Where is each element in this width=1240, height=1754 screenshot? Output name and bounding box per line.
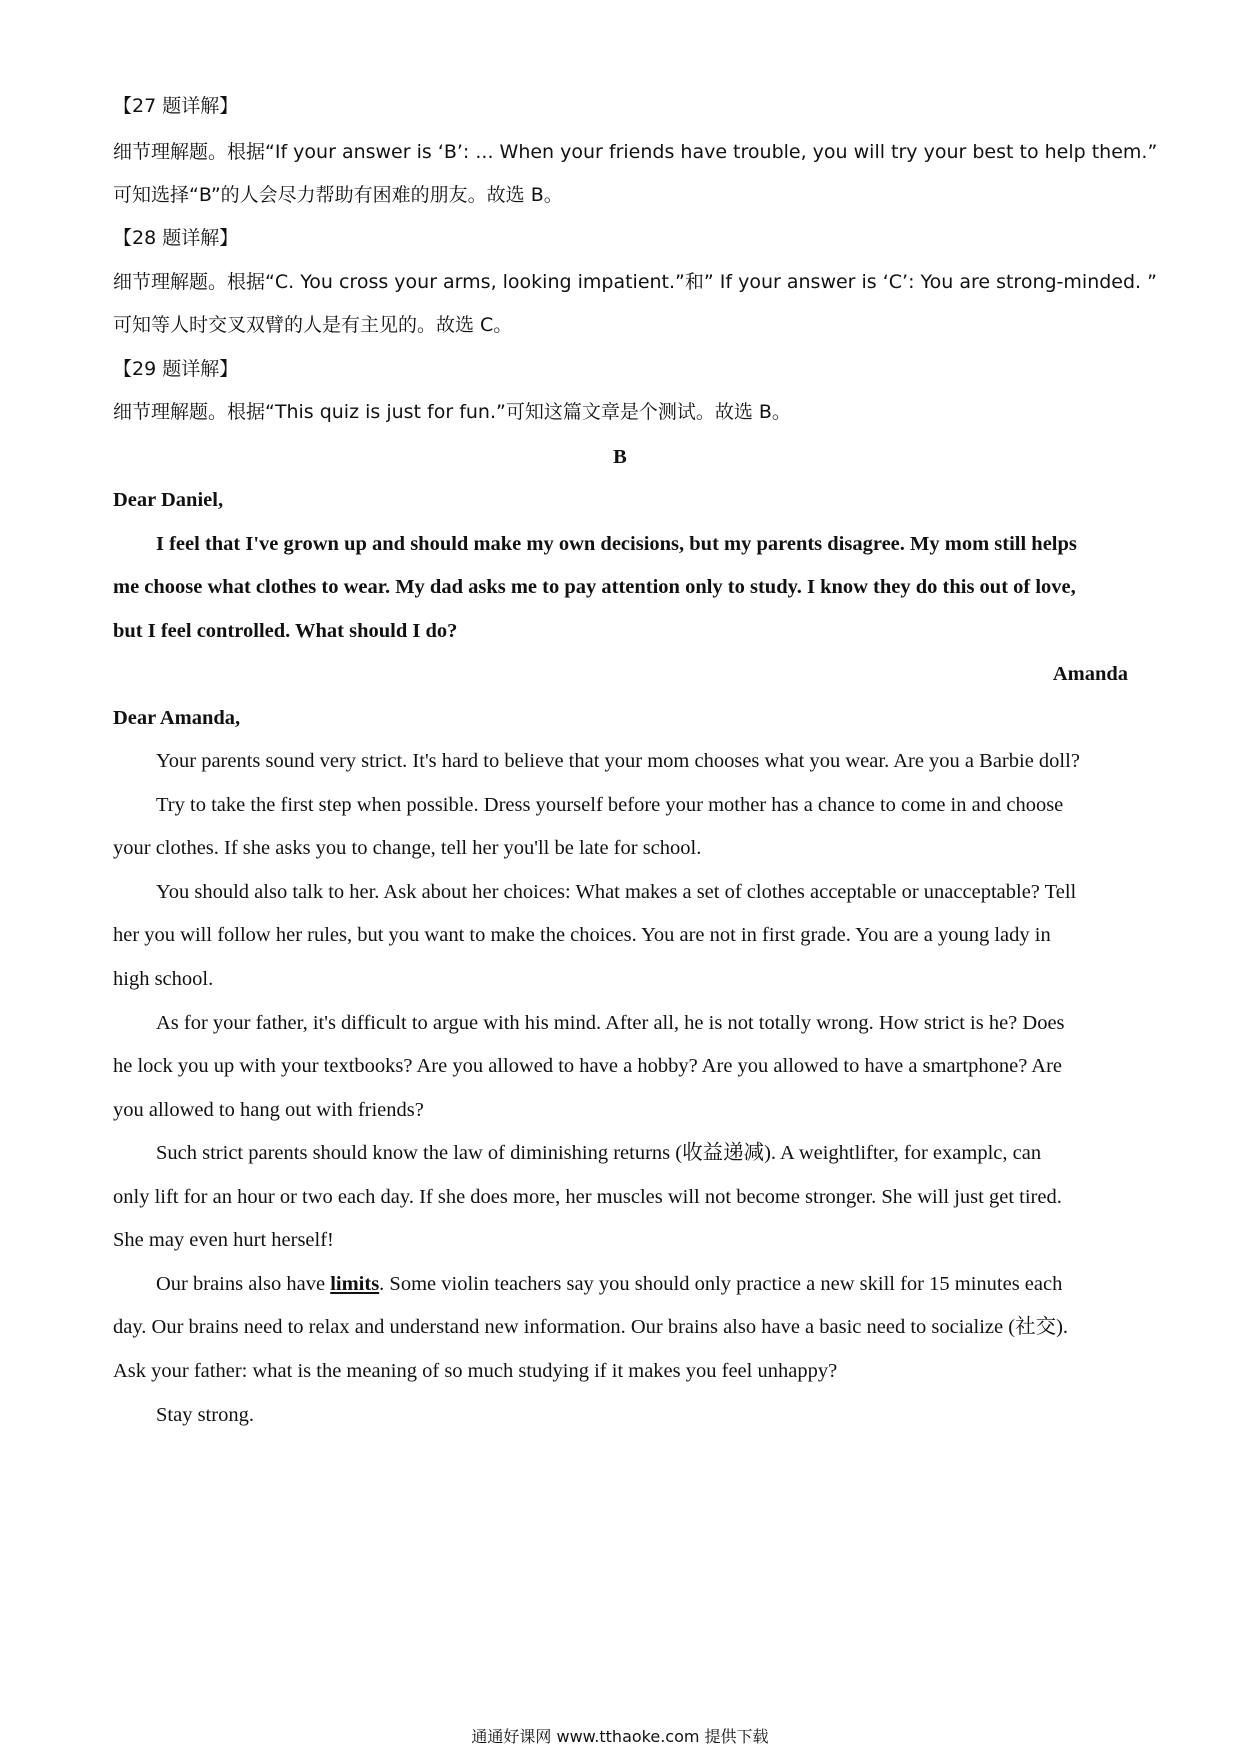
underlined-word-limits: limits — [330, 1273, 380, 1295]
letter1-line-1: I feel that I've grown up and should make my own decisions, but my parents disagree. My mom still helps — [156, 533, 1077, 555]
explanation-29-header: 【29 题详解】 — [113, 358, 239, 380]
letter1-line-2: me choose what clothes to wear. My dad asks me to pay attention only to study. I know they do this out of love, — [113, 576, 1076, 598]
letter2-salutation: Dear Amanda, — [113, 707, 241, 729]
letter2-line-10: Such strict parents should know the law of diminishing returns (收益递减). A weightlifter, for examplc, can — [156, 1142, 1042, 1164]
footer-watermark: 通通好课网 www.tthaoke.com 提供下载 — [471, 1727, 769, 1746]
explanation-28-line-1: 细节理解题。根据“C. You cross your arms, looking impatient.”和” If your answer is ‘C’: You are strong-minded. ” — [113, 271, 1157, 293]
letter2-line-3: your clothes. If she asks you to change, tell her you'll be late for school. — [113, 837, 702, 859]
letter2-line-11: only lift for an hour or two each day. If she does more, her muscles will not become stronger. She will just get tired. — [113, 1186, 1062, 1208]
explanation-27-header: 【27 题详解】 — [113, 95, 239, 117]
letter2-line-13-start: Our brains also have — [156, 1273, 331, 1295]
letter2-line-7: As for your father, it's difficult to argue with his mind. After all, he is not totally wrong. How strict is he? Does — [156, 1012, 1065, 1034]
letter1-line-3: but I feel controlled. What should I do? — [113, 620, 458, 642]
letter2-line-13 — [156, 1270, 1062, 1298]
letter2-closing: Stay strong. — [156, 1404, 254, 1426]
explanation-27-line-2: 可知选择“B”的人会尽力帮助有困难的朋友。故选 B。 — [113, 184, 563, 206]
explanation-29-line-1: 细节理解题。根据“This quiz is just for fun.”可知这篇文章是个测试。故选 B。 — [113, 401, 791, 423]
explanation-28-line-2: 可知等人时交叉双臂的人是有主见的。故选 C。 — [113, 314, 513, 336]
letter2-line-14: day. Our brains need to relax and understand new information. Our brains also have a basic need to socialize (社交). — [113, 1316, 1069, 1338]
section-label: B — [613, 446, 627, 468]
letter2-line-1: Your parents sound very strict. It's hard to believe that your mom chooses what you wear. Are you a Barbie doll? — [156, 750, 1080, 772]
explanation-27-line-1: 细节理解题。根据“If your answer is ‘B’: ... When your friends have trouble, you will try your best to help them.” — [113, 141, 1158, 163]
letter2-line-8: he lock you up with your textbooks? Are you allowed to have a hobby? Are you allowed to have a smartphone? Are — [113, 1055, 1063, 1077]
letter1-signature: Amanda — [1052, 663, 1128, 685]
letter2-line-4: You should also talk to her. Ask about her choices: What makes a set of clothes acceptable or unacceptable? Tell — [156, 881, 1077, 903]
letter2-line-13-end: . Some violin teachers say you should only practice a new skill for 15 minutes each — [379, 1273, 1063, 1295]
letter2-line-2: Try to take the first step when possible. Dress yourself before your mother has a chance to come in and choose — [156, 794, 1064, 816]
letter2-line-5: her you will follow her rules, but you want to make the choices. You are not in first grade. You are a young lady in — [113, 924, 1051, 946]
letter1-salutation: Dear Daniel, — [113, 489, 224, 511]
explanation-28-header: 【28 题详解】 — [113, 227, 239, 249]
letter2-line-9: you allowed to hang out with friends? — [113, 1099, 424, 1121]
letter2-line-15: Ask your father: what is the meaning of so much studying if it makes you feel unhappy? — [113, 1360, 838, 1382]
letter2-line-12: She may even hurt herself! — [113, 1229, 334, 1251]
letter2-line-6: high school. — [113, 968, 214, 990]
